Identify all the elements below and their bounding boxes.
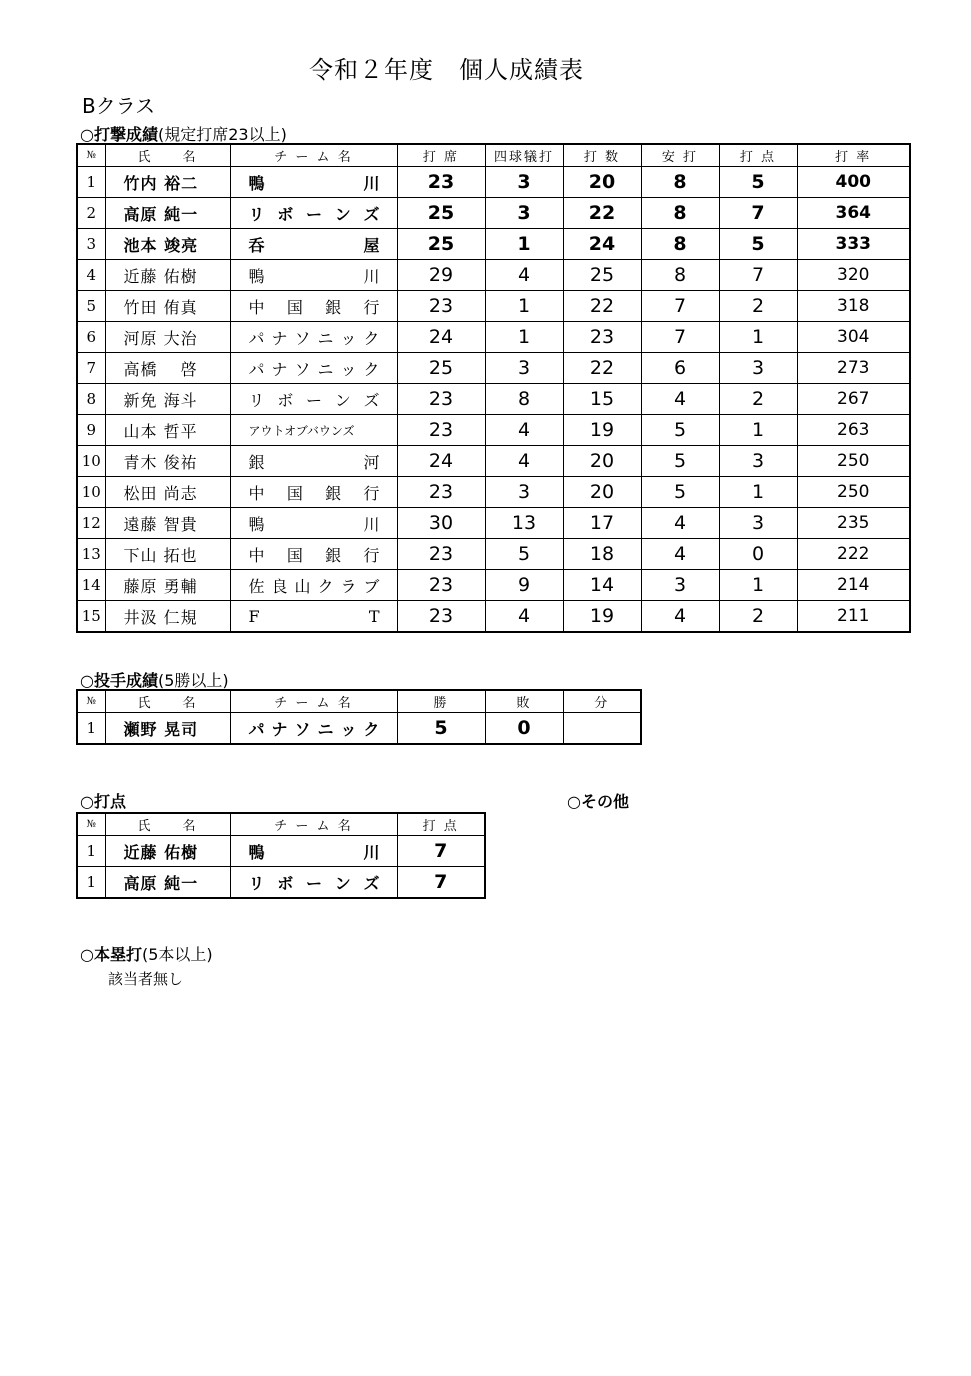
rbi-no: 1 [77,867,105,899]
batting-player-name: 松田 尚志 [105,477,230,508]
batting-team [230,229,397,260]
batting-team [230,384,397,415]
pitching-team-char: ニ [317,719,335,739]
batting-avg: 250 [797,446,910,477]
batting-bb: 3 [485,198,563,229]
batting-team-char: 国 [286,545,304,565]
batting-rbi: 7 [719,198,797,229]
batting-rbi: 1 [719,322,797,353]
batting-team [230,291,397,322]
batting-header-4: 四球犠打 [485,144,563,167]
batting-team-char: 鴨 [248,173,266,193]
pitching-header-1: 氏 名 [105,690,230,713]
batting-row [77,353,910,384]
batting-hits: 7 [641,322,719,353]
batting-row [77,508,910,539]
batting-team-char: ソ [294,359,312,379]
batting-avg: 304 [797,322,910,353]
batting-player-name: 竹内 裕二 [105,167,230,198]
batting-team-char: 川 [363,173,381,193]
batting-no: 15 [77,601,105,633]
batting-team-text [249,388,381,411]
batting-team-char: リ [248,390,266,410]
batting-no: 5 [77,291,105,322]
batting-rbi: 1 [719,415,797,446]
batting-team [230,539,397,570]
batting-team-char: ニ [317,328,335,348]
batting-rbi: 1 [719,570,797,601]
batting-row [77,167,910,198]
batting-no: 3 [77,229,105,260]
batting-team-text [249,450,381,473]
batting-team-char: ボ [277,204,295,224]
batting-pa: 23 [397,601,485,633]
batting-no: 7 [77,353,105,384]
pitching-header-2: チ ー ム 名 [230,690,397,713]
batting-hits: 4 [641,508,719,539]
rbi-header-0: № [77,813,105,836]
pitching-team-char: ソ [294,719,312,739]
batting-team-text [249,512,381,535]
batting-header-2: チ ー ム 名 [230,144,397,167]
batting-team-char: 山 [294,576,312,596]
batting-no: 1 [77,167,105,198]
pitching-team [230,713,397,745]
batting-player-name: 下山 拓也 [105,539,230,570]
batting-team-char: ッ [340,328,358,348]
batting-ab: 22 [563,198,641,229]
batting-ab: 18 [563,539,641,570]
batting-team-text [249,422,381,439]
pitching-no: 1 [77,713,105,745]
batting-team-char: 行 [363,483,381,503]
batting-team-char: F [248,606,261,626]
batting-no: 10 [77,477,105,508]
rbi-team-char: リ [248,873,266,893]
batting-avg: 214 [797,570,910,601]
batting-hits: 3 [641,570,719,601]
batting-team-char: 中 [248,545,266,565]
other-heading-label: ○その他 [567,792,629,811]
batting-ab: 14 [563,570,641,601]
rbi-team-text [249,871,381,894]
batting-player-name: 山本 哲平 [105,415,230,446]
batting-row [77,322,910,353]
batting-header-0: № [77,144,105,167]
pitching-team-char: ッ [340,719,358,739]
batting-hits: 8 [641,260,719,291]
rbi-team [230,836,397,867]
batting-team-char: ク [363,328,381,348]
rbi-header-row [77,813,485,836]
batting-ab: 22 [563,353,641,384]
batting-player-name: 青木 俊祐 [105,446,230,477]
batting-row [77,446,910,477]
pitching-header-3: 勝 [397,690,485,713]
batting-row [77,601,910,633]
batting-player-name: 河原 大治 [105,322,230,353]
batting-rbi: 5 [719,229,797,260]
batting-avg: 211 [797,601,910,633]
batting-team-char: 銀 [325,483,343,503]
batting-no: 6 [77,322,105,353]
batting-team-char: 銀 [325,297,343,317]
pitching-header-4: 敗 [485,690,563,713]
rbi-no: 1 [77,836,105,867]
batting-team-char: 国 [286,297,304,317]
batting-ab: 22 [563,291,641,322]
page-title: 令和２年度 個人成績表 [309,56,584,84]
batting-ab: 20 [563,446,641,477]
pitching-team-char: パ [248,719,266,739]
rbi-team-char: ズ [363,873,381,893]
batting-bb: 1 [485,322,563,353]
batting-row [77,260,910,291]
rbi-header-3: 打 点 [397,813,485,836]
batting-team-char: T [368,606,381,626]
batting-pa: 25 [397,229,485,260]
pitching-player-name: 瀬野 晃司 [105,713,230,745]
batting-hits: 8 [641,229,719,260]
batting-rbi: 0 [719,539,797,570]
batting-team-char: ン [334,390,352,410]
batting-bb: 3 [485,167,563,198]
batting-bb: 8 [485,384,563,415]
batting-bb: 4 [485,601,563,633]
pitching-heading-note: (5勝以上) [157,671,229,690]
batting-bb: 4 [485,260,563,291]
batting-hits: 4 [641,601,719,633]
batting-rbi: 1 [719,477,797,508]
pitching-heading [80,668,229,691]
batting-team-char: 河 [363,452,381,472]
batting-avg: 333 [797,229,910,260]
batting-pa: 23 [397,415,485,446]
batting-hits: 8 [641,167,719,198]
batting-no: 4 [77,260,105,291]
batting-bb: 1 [485,291,563,322]
batting-no: 12 [77,508,105,539]
batting-bb: 3 [485,477,563,508]
batting-avg: 250 [797,477,910,508]
batting-bb: 5 [485,539,563,570]
batting-rbi: 3 [719,508,797,539]
batting-team-char: 川 [363,266,381,286]
rbi-heading-label: ○打点 [80,792,126,811]
rbi-team-char: ー [305,873,323,893]
batting-team-char: 呑 [248,235,266,255]
batting-team [230,260,397,291]
batting-no: 8 [77,384,105,415]
batting-team-text [249,543,381,566]
batting-team-char: ッ [340,359,358,379]
batting-rbi: 5 [719,167,797,198]
batting-avg: 273 [797,353,910,384]
batting-bb: 4 [485,415,563,446]
pitching-heading-label: ○投手成績 [80,671,158,690]
batting-team-char: パ [248,359,266,379]
batting-team-char: ン [334,204,352,224]
batting-rbi: 2 [719,601,797,633]
batting-team [230,353,397,384]
batting-pa: 23 [397,570,485,601]
batting-hits: 5 [641,446,719,477]
batting-player-name: 池本 竣亮 [105,229,230,260]
batting-ab: 15 [563,384,641,415]
rbi-team [230,867,397,899]
batting-hits: 6 [641,353,719,384]
batting-team-text [249,264,381,287]
batting-team-text [249,574,381,597]
batting-no: 14 [77,570,105,601]
batting-hits: 4 [641,539,719,570]
batting-ab: 20 [563,477,641,508]
batting-pa: 23 [397,291,485,322]
batting-header-3: 打 席 [397,144,485,167]
batting-team-char: 屋 [363,235,381,255]
batting-ab: 23 [563,322,641,353]
homerun-heading-note: (5本以上) [141,945,213,964]
batting-ab: 25 [563,260,641,291]
batting-hits: 5 [641,415,719,446]
pitching-header-5: 分 [563,690,641,713]
batting-pa: 30 [397,508,485,539]
rbi-team-char: 鴨 [248,842,266,862]
batting-rbi: 2 [719,291,797,322]
batting-team-char: 中 [248,483,266,503]
batting-header-6: 安 打 [641,144,719,167]
batting-rbi: 3 [719,446,797,477]
class-label: Bクラス [82,94,156,118]
batting-team-char: パ [248,328,266,348]
batting-team-char: ク [317,576,335,596]
other-heading [567,789,629,812]
batting-header-5: 打 数 [563,144,641,167]
batting-avg: 235 [797,508,910,539]
batting-row [77,198,910,229]
batting-player-name: 井汲 仁規 [105,601,230,633]
batting-no: 2 [77,198,105,229]
batting-table [76,143,911,633]
batting-ab: 19 [563,601,641,633]
batting-rbi: 7 [719,260,797,291]
pitching-draws [563,713,641,745]
batting-bb: 1 [485,229,563,260]
batting-team [230,477,397,508]
batting-avg: 222 [797,539,910,570]
rbi-value: 7 [397,836,485,867]
batting-team-text [249,607,381,626]
batting-no: 13 [77,539,105,570]
batting-team-char: 行 [363,297,381,317]
batting-team-char: 中 [248,297,266,317]
rbi-row [77,836,485,867]
pitching-team-char: ク [363,719,381,739]
homerun-heading [80,942,213,965]
batting-team-text [249,233,381,256]
batting-ab: 17 [563,508,641,539]
rbi-player-name: 近藤 佑樹 [105,836,230,867]
batting-row [77,415,910,446]
rbi-row [77,867,485,899]
batting-team-char: ー [305,204,323,224]
batting-pa: 24 [397,446,485,477]
batting-heading-label: ○打撃成績 [80,125,158,144]
batting-no: 9 [77,415,105,446]
batting-pa: 23 [397,167,485,198]
pitching-header-row [77,690,641,713]
batting-row [77,229,910,260]
batting-hits: 8 [641,198,719,229]
rbi-player-name: 高原 純一 [105,867,230,899]
pitching-team-text [249,717,381,740]
batting-team [230,167,397,198]
batting-team-char: 国 [286,483,304,503]
batting-team-char: ズ [363,390,381,410]
batting-team-char: ブ [363,576,381,596]
batting-team [230,322,397,353]
batting-bb: 9 [485,570,563,601]
pitching-team-char: ナ [271,719,289,739]
batting-no: 10 [77,446,105,477]
batting-avg: 263 [797,415,910,446]
batting-row [77,384,910,415]
batting-team [230,508,397,539]
batting-header-row [77,144,910,167]
batting-row [77,570,910,601]
batting-header-7: 打 点 [719,144,797,167]
rbi-team-char: ボ [277,873,295,893]
batting-team [230,601,397,633]
batting-bb: 4 [485,446,563,477]
rbi-table [76,812,486,899]
homerun-heading-label: ○本塁打 [80,945,142,964]
batting-avg: 320 [797,260,910,291]
pitching-wins: 5 [397,713,485,745]
batting-avg: 267 [797,384,910,415]
batting-team-char: アウトオブバウンズ [248,423,355,438]
batting-avg: 400 [797,167,910,198]
batting-team-text [249,202,381,225]
batting-player-name: 竹田 侑真 [105,291,230,322]
batting-player-name: 遠藤 智貴 [105,508,230,539]
batting-header-8: 打 率 [797,144,910,167]
batting-hits: 7 [641,291,719,322]
batting-avg: 364 [797,198,910,229]
batting-team-char: ラ [340,576,358,596]
batting-pa: 25 [397,353,485,384]
batting-team [230,415,397,446]
batting-team-char: ニ [317,359,335,379]
batting-team-text [249,326,381,349]
batting-pa: 24 [397,322,485,353]
batting-rbi: 3 [719,353,797,384]
batting-team-char: 鴨 [248,266,266,286]
batting-pa: 23 [397,384,485,415]
batting-team-text [249,171,381,194]
batting-player-name: 藤原 勇輔 [105,570,230,601]
rbi-team-char: ン [334,873,352,893]
batting-heading-note: (規定打席23以上) [157,125,287,144]
batting-avg: 318 [797,291,910,322]
batting-bb: 13 [485,508,563,539]
batting-row [77,477,910,508]
batting-team [230,198,397,229]
batting-team-text [249,295,381,318]
batting-heading [80,122,287,145]
batting-pa: 25 [397,198,485,229]
batting-team-char: 良 [271,576,289,596]
rbi-header-2: チ ー ム 名 [230,813,397,836]
batting-pa: 29 [397,260,485,291]
batting-team-char: ー [305,390,323,410]
batting-team-char: 鴨 [248,514,266,534]
batting-hits: 4 [641,384,719,415]
batting-team-text [249,357,381,380]
rbi-team-char: 川 [363,842,381,862]
batting-team-text [249,481,381,504]
batting-team-char: 銀 [325,545,343,565]
batting-team-char: ク [363,359,381,379]
batting-ab: 19 [563,415,641,446]
batting-team-char: 川 [363,514,381,534]
rbi-value: 7 [397,867,485,899]
pitching-row [77,713,641,745]
batting-team-char: ナ [271,359,289,379]
batting-team-char: 銀 [248,452,266,472]
batting-team-char: ボ [277,390,295,410]
batting-hits: 5 [641,477,719,508]
batting-team [230,570,397,601]
batting-header-1: 氏 名 [105,144,230,167]
batting-team-char: 行 [363,545,381,565]
batting-player-name: 新免 海斗 [105,384,230,415]
batting-team-char: ナ [271,328,289,348]
batting-pa: 23 [397,539,485,570]
batting-team-char: ソ [294,328,312,348]
pitching-header-0: № [77,690,105,713]
rbi-heading [80,789,126,812]
pitching-table [76,689,642,745]
batting-ab: 24 [563,229,641,260]
batting-team-char: リ [248,204,266,224]
pitching-losses: 0 [485,713,563,745]
rbi-team-text [249,840,381,863]
batting-row [77,539,910,570]
batting-player-name: 高橋 啓 [105,353,230,384]
batting-player-name: 近藤 佑樹 [105,260,230,291]
batting-row [77,291,910,322]
batting-ab: 20 [563,167,641,198]
batting-rbi: 2 [719,384,797,415]
batting-bb: 3 [485,353,563,384]
batting-player-name: 高原 純一 [105,198,230,229]
homerun-none-text: 該当者無し [108,970,184,988]
batting-team [230,446,397,477]
batting-team-char: ズ [363,204,381,224]
rbi-header-1: 氏 名 [105,813,230,836]
batting-pa: 23 [397,477,485,508]
batting-team-char: 佐 [248,576,266,596]
